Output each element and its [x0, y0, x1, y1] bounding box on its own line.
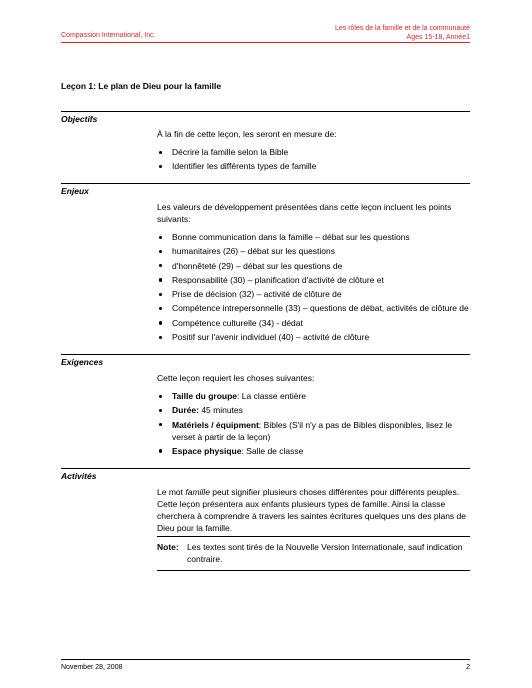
- list-item: Décrire la famille selon la Bible: [157, 146, 470, 158]
- activites-paragraph: [157, 486, 470, 534]
- header-doc-title: Les rôles de la famille et de la communauté: [334, 25, 470, 32]
- requirement-separator: :: [237, 391, 242, 401]
- note-label: Note:: [157, 542, 179, 552]
- activites-emphasis: famille: [185, 487, 210, 497]
- requirement-label: Durée:: [172, 405, 199, 416]
- footer-divider: [61, 659, 470, 660]
- list-item: [157, 404, 470, 416]
- section-divider-exigences: [61, 354, 470, 355]
- section-heading-exigences: Exigences: [61, 357, 104, 367]
- list-item: Responsabilité (30) – planification d'activité de clôture et: [157, 274, 470, 286]
- section-heading-activites: Activités: [61, 471, 97, 481]
- requirement-label: Taille du groupe: [172, 391, 238, 401]
- requirement-value: 45 minutes: [201, 405, 243, 416]
- requirement-label: Espace physique: [172, 445, 242, 456]
- activites-text-start: Le mot: [157, 487, 186, 497]
- lesson-title: Leçon 1: Le plan de Dieu pour la famille: [61, 81, 222, 91]
- section-divider-objectifs: [61, 111, 470, 112]
- header-organization: Compassion International, Inc.: [61, 32, 156, 39]
- list-item: humanitaires (26) – débat sur les questions: [157, 245, 470, 257]
- list-item: Bonne communication dans la famille – débat sur les questions: [157, 231, 470, 243]
- section-divider-enjeux: [61, 183, 470, 184]
- footer-date: November 28, 2008: [61, 664, 123, 671]
- enjeux-intro: Les valeurs de développement présentées dans cette leçon incluent les points suivants:: [157, 202, 452, 224]
- note-box: [157, 536, 470, 571]
- exigences-intro: Cette leçon requiert les choses suivantes:: [157, 373, 315, 383]
- note-text: Les textes sont tirés de la Nouvelle Version Internationale, sauf indication contraire.: [187, 542, 463, 564]
- section-body-enjeux: [157, 201, 470, 345]
- list-item: [157, 390, 470, 402]
- requirement-value: Salle de classe: [246, 445, 304, 456]
- requirement-separator: :: [258, 419, 264, 430]
- list-item: [157, 445, 470, 457]
- header-doc-info: [335, 24, 470, 42]
- exigences-list: [157, 390, 470, 457]
- section-heading-enjeux: Enjeux: [61, 186, 89, 196]
- list-item: [157, 419, 470, 443]
- list-item: Prise de décision (32) – activité de clôture de: [157, 288, 470, 300]
- section-body-objectifs: [157, 128, 470, 175]
- list-item: d'honnêteté (29) – débat sur les questions de: [157, 260, 470, 272]
- header-doc-subtitle: Ages 15-18, Année1: [406, 34, 470, 41]
- list-item: Positif sur l'avenir individuel (40) – activité de clôture: [157, 331, 470, 343]
- objectifs-intro: À la fin de cette leçon, les seront en mesure de:: [157, 129, 337, 139]
- requirement-separator: :: [241, 445, 247, 456]
- requirement-value: La classe entière: [241, 391, 307, 401]
- section-divider-activites: [61, 468, 470, 469]
- list-item: Compétence intrepersonnelle (33) – questions de débat, activités de clôture de: [157, 302, 470, 314]
- section-body-exigences: [157, 372, 470, 459]
- list-item: Compétence culturelle (34) - dédat: [157, 317, 470, 329]
- header-divider: [61, 42, 470, 43]
- requirement-value: Bibles (S'il n'y a pas de Bibles disponibles, lisez le verset à partir de la leçon): [172, 419, 453, 442]
- activites-text-rest: peut signifier plusieurs choses différentes pour différents peuples. Cette leçon présentera aux enfants plusieurs types de famille. Ainsi la classe cherchera à comprendre à travers les saintes écritures quelques uns des plans de Dieu pour la famille.: [157, 487, 467, 533]
- list-item: Identifier les différents types de famille: [157, 160, 470, 172]
- objectifs-list: [157, 146, 470, 172]
- requirement-label: Matériels / équipment: [172, 419, 259, 430]
- section-body-activites: [157, 486, 470, 534]
- section-heading-objectifs: Objectifs: [61, 114, 98, 124]
- enjeux-list: [157, 231, 470, 343]
- page-number: 2: [466, 664, 470, 671]
